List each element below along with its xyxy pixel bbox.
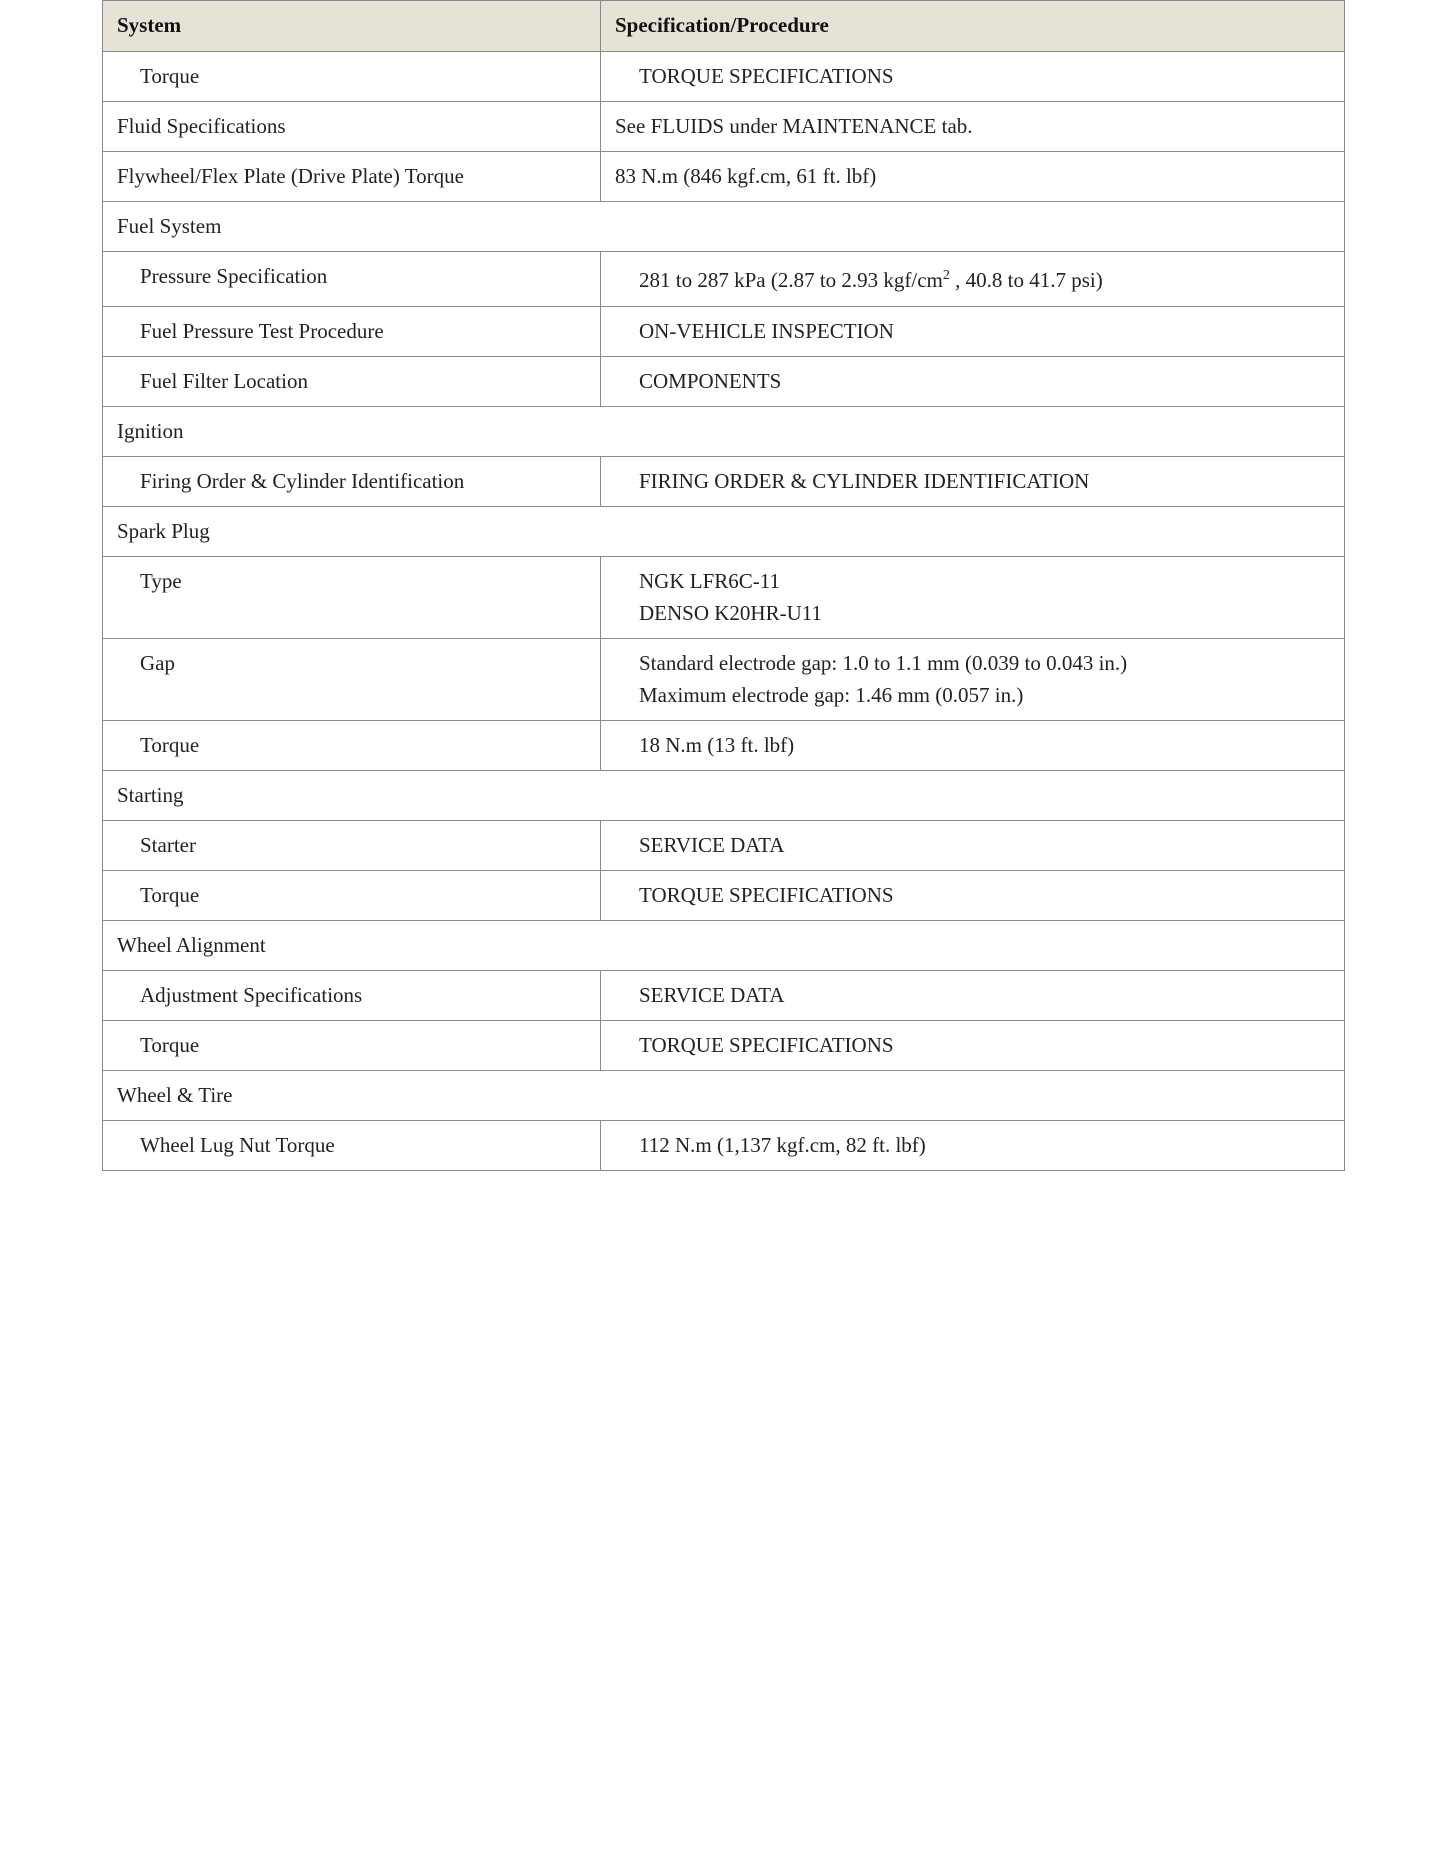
table-body — [103, 52, 1345, 1171]
system-cell: Flywheel/Flex Plate (Drive Plate) Torque — [103, 152, 601, 202]
spec-cell: See FLUIDS under MAINTENANCE tab. — [601, 102, 1345, 152]
section-row — [103, 771, 1345, 821]
table-row — [103, 871, 1345, 921]
section-row — [103, 1071, 1345, 1121]
table-row — [103, 457, 1345, 507]
system-cell: Starter — [103, 821, 601, 871]
spec-cell — [601, 639, 1345, 721]
spec-cell: SERVICE DATA — [601, 821, 1345, 871]
system-cell: Type — [103, 557, 601, 639]
spec-line: DENSO K20HR-U11 — [639, 601, 822, 625]
spec-cell: 18 N.m (13 ft. lbf) — [601, 721, 1345, 771]
section-row — [103, 921, 1345, 971]
spec-cell: FIRING ORDER & CYLINDER IDENTIFICATION — [601, 457, 1345, 507]
section-row — [103, 507, 1345, 557]
system-cell: Fuel Filter Location — [103, 357, 601, 407]
section-row — [103, 202, 1345, 252]
table-row — [103, 357, 1345, 407]
table-row — [103, 307, 1345, 357]
system-cell: Firing Order & Cylinder Identification — [103, 457, 601, 507]
system-cell: Torque — [103, 871, 601, 921]
table-row — [103, 52, 1345, 102]
superscript: 2 — [942, 268, 950, 283]
section-heading: Ignition — [103, 407, 1345, 457]
system-cell: Fluid Specifications — [103, 102, 601, 152]
spec-line: Maximum electrode gap: 1.46 mm (0.057 in.) — [639, 683, 1024, 707]
column-header-specification: Specification/Procedure — [601, 1, 1345, 52]
table-row — [103, 152, 1345, 202]
spec-line: NGK LFR6C-11 — [639, 569, 780, 593]
table-row — [103, 821, 1345, 871]
spec-cell: SERVICE DATA — [601, 971, 1345, 1021]
spec-cell — [601, 252, 1345, 307]
spec-cell: TORQUE SPECIFICATIONS — [601, 871, 1345, 921]
system-cell: Torque — [103, 1021, 601, 1071]
spec-cell: TORQUE SPECIFICATIONS — [601, 52, 1345, 102]
spec-cell: COMPONENTS — [601, 357, 1345, 407]
system-cell: Fuel Pressure Test Procedure — [103, 307, 601, 357]
system-cell: Gap — [103, 639, 601, 721]
specifications-table — [102, 0, 1345, 1171]
header-row — [103, 1, 1345, 52]
section-row — [103, 407, 1345, 457]
section-heading: Starting — [103, 771, 1345, 821]
spec-text: 281 to 287 kPa (2.87 to 2.93 kgf/cm — [639, 268, 943, 292]
system-cell: Torque — [103, 721, 601, 771]
table-row — [103, 252, 1345, 307]
table-row — [103, 721, 1345, 771]
table-row — [103, 1121, 1345, 1171]
section-heading: Wheel & Tire — [103, 1071, 1345, 1121]
spec-cell: 112 N.m (1,137 kgf.cm, 82 ft. lbf) — [601, 1121, 1345, 1171]
table-row — [103, 102, 1345, 152]
table-row — [103, 971, 1345, 1021]
spec-cell: TORQUE SPECIFICATIONS — [601, 1021, 1345, 1071]
spec-text: , 40.8 to 41.7 psi) — [949, 268, 1103, 292]
spec-cell: ON-VEHICLE INSPECTION — [601, 307, 1345, 357]
table-row — [103, 639, 1345, 721]
column-header-system: System — [103, 1, 601, 52]
table-row — [103, 1021, 1345, 1071]
system-cell: Pressure Specification — [103, 252, 601, 307]
table-header — [103, 1, 1345, 52]
section-heading: Spark Plug — [103, 507, 1345, 557]
spec-line: Standard electrode gap: 1.0 to 1.1 mm (0.039 to 0.043 in.) — [639, 651, 1128, 675]
system-cell: Torque — [103, 52, 601, 102]
system-cell: Adjustment Specifications — [103, 971, 601, 1021]
spec-cell — [601, 557, 1345, 639]
spec-cell: 83 N.m (846 kgf.cm, 61 ft. lbf) — [601, 152, 1345, 202]
section-heading: Fuel System — [103, 202, 1345, 252]
system-cell: Wheel Lug Nut Torque — [103, 1121, 601, 1171]
table-row — [103, 557, 1345, 639]
section-heading: Wheel Alignment — [103, 921, 1345, 971]
